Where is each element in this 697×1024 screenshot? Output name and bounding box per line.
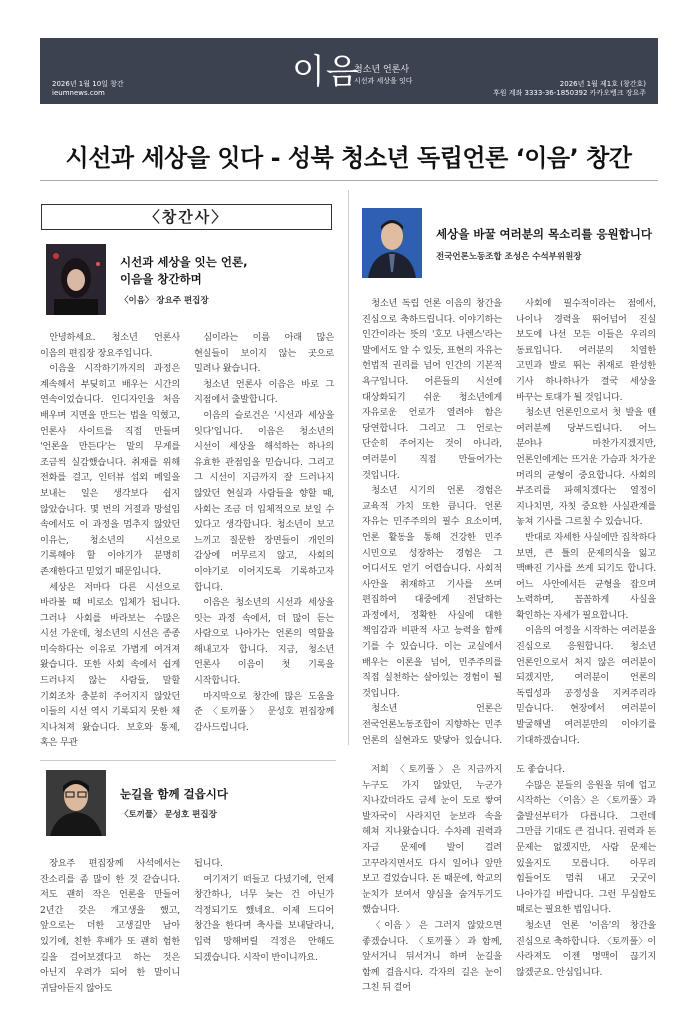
portrait-image [46,770,106,836]
logo-text: 이음 [292,52,360,92]
issue-number: 2026년 1월 제1호 (창간호) [559,80,646,88]
article2-title: 세상을 바꿀 여러분의 목소리를 응원합니다 [436,227,652,241]
article1-title [120,254,247,288]
paragraph: 이음을 시작하기까지의 과정은 계속해서 부딪히고 배우는 시간의 연속이었습니다. 인디자인을 처음 배우며 지면을 만드는 법을 익혔고, 언론사 사이트를 직접 만들며 '언론을 만든다'는 말의 무게를 조금씩 실감했습니다. 취재를 위해 전화를 걸고, 인터뷰 섭외 메일을 보내는 일은 생각보다 쉽지 않았습니다. 몇 번의 거절과 망설임 속에서도 이 과정을 멈추지 않았던 이유는, 청소년의 시선으로 기록해야 할 이야기가 분명히 존재한다고 믿었기 때문입니다. [40,363,180,577]
paragraph: 장요주 편집장께 사석에서는 잔소리를 좀 많이 한 것 같습니다. 저도 괜히 작은 언론을 만들어 2년간 갖은 개고생을 했고, 앞으로는 더한 고생길만 남아 있기에, 친한 후배가 또 괜히 험한 길을 걸어보겠다고 하는 것은 아닌지 우려가 되어 한 말이니 귀담아듣지 않아도 [40,858,180,994]
paragraph: 〈이음〉은 그러지 않았으면 좋겠습니다. 〈토끼풀〉과 함께, 앞서거니 뒤서거니 하며 눈길을 함께 걸읍시다. 각자의 길은 눈이 그친 뒤 걸어 [362,919,502,994]
masthead-right-info [493,80,646,98]
article2-author: 전국언론노동조합 조성은 수석부위원장 [436,252,582,262]
paragraph: 마지막으로 창간에 많은 도움을 준 〈토끼풀〉 문성호 편집장께 감사드립니다. [194,690,334,733]
article3-column2 [194,856,334,1016]
article1-title-line2: 이음을 창간하며 [120,272,202,286]
paragraph: 사회에 필수적이라는 점에서, 나이나 경력을 뛰어넘어 진실 보도에 나선 모든 이들은 우리의 동료입니다. 여러분의 치열한 고민과 발로 뛰는 취재로 완성한 기사 하나하나가 결국 세상을 바꾸는 토대가 될 것입니다. [516,298,656,403]
author-photo-cho [362,208,422,278]
article1-author: 〈이음〉 장요주 편집장 [120,296,209,306]
masthead [40,38,658,104]
paragraph: 청소년 언론사 이음은 바로 그 지점에서 출발합니다. [194,378,334,406]
article1-title-line1: 시선과 세상을 잇는 언론, [120,255,248,269]
section-label: 〈창간사〉 [41,204,332,230]
paragraph: 이음의 슬로건은 '시선과 세상을 잇다'입니다. 이음은 청소년의 시선이 세상을 해석하는 하나의 유효한 관점임을 믿습니다. 그리고 그 시선이 지금까지 잘 드러나지 않았던 현실과 사람들을 향할 때, 사회는 조금 더 입체적으로 보일 수 있다고 생각합니다. 청소년이 보고 느끼고 질문한 장면들이 개인의 감상에 머무르지 않고, 사회의 이야기로 이어지도록 기록하고자 합니다. [194,409,334,593]
author-photo-moon [46,770,106,836]
divider [40,180,658,181]
paragraph: 수많은 분들의 응원을 뒤에 업고 시작하는 〈이음〉은 〈토끼풀〉과 출발선부터가 다릅니다. 그런데 그만큼 기대도 큰 겁니다. 권력과 돈 문제는 없겠지만, 사람 문제는 있을지도 모릅니다. 아무리 힘들어도 멈춰 내고 굿굿이 나아가길 바랍니다. 그런 무심함도 때로는 필요한 법입니다. [516,779,656,916]
article1-column1 [40,330,180,750]
paragraph: 청소년 독립 언론 이음의 창간을 진심으로 축하드립니다. 이야기하는 인간이라는 뜻의 '호모 나렌스'라는 말에서도 알 수 있듯, 표현의 자유는 헌법적 권리를 넘어 인간의 기본적 욕구입니다. 어른들의 시선에 대상화되기 쉬운 청소년에게 자유로운 언로가 열려야 함은 당연합니다. 그리고 그 언로는 단순히 주어지는 것이 아니라, 여러분이 직접 만들어가는 것입니다. [362,298,502,481]
paragraph: 안녕하세요. 청소년 언론사 이음의 편집장 장요주입니다. [40,332,180,359]
paragraph: 반대로 자세한 사실에만 집착하다 보면, 큰 틀의 문제의식을 잃고 맥빠진 기사를 쓰게 되기도 합니다. 어느 사안에서든 균형을 잡으며 노력하며, 꼼꼼하게 사실을 확인하는 자세가 필요합니다. [516,531,656,621]
paragraph: 됩니다. [194,858,223,869]
author-photo-jang [46,244,106,315]
logo[interactable] [292,46,442,96]
article3-column3 [362,762,502,1016]
article3-column1 [40,856,180,1016]
logo-tagline: 시선과 세상을 잇다 [354,77,413,85]
paragraph: 청소년 언론 '이음'의 창간을 진심으로 축하합니다. 〈토끼풀〉이 사라져도 이젠 명맥이 끊기지 않겠군요. 안심입니다. [516,919,656,978]
article3-column4 [516,762,656,1016]
article3-author: 〈토끼풀〉 문성호 편집장 [120,810,217,820]
donation-account: 후원 계좌 3333-36-1850392 카카오뱅크 장요주 [493,89,646,97]
paragraph: 청소년 시기의 언론 경험은 교육적 가치 또한 큽니다. 언론 자유는 민주주의의 필수 요소이며, 언론 활동을 통해 건강한 민주 시민으로 성장하는 경험은 그 어디서도 얻기 어렵습니다. 사회적 사안을 취재하고 기사를 쓰며 편집하여 대중에게 전달하는 과정에서, 정확한 사실에 대한 책임감과 비판적 사고 능력을 함께 기를 수 있습니다. 이는 교실에서 배우는 이론을 넘어, 민주주의를 직접 실천하는 살아있는 경험이 될 것입니다. [362,485,502,699]
paragraph: 도 좋습니다. [516,764,565,775]
divider [40,760,336,761]
website-link[interactable]: ieumnews.com [52,89,105,97]
masthead-left-info [52,80,124,98]
page-headline: 시선과 세상을 잇다 - 성북 청소년 독립언론 ‘이음’ 창간 [65,144,632,172]
article3-title: 눈길을 함께 걸읍시다 [120,787,228,801]
portrait-image [362,208,422,278]
paragraph: 심이라는 이름 아래 많은 현실들이 보이지 않는 곳으로 밀려나 왔습니다. [194,332,334,375]
article1-column2 [194,330,334,750]
article2-column2 [516,296,656,750]
paragraph: 청소년 언론은 전국언론노동조합이 지향하는 민주 언론의 실현과도 맞닿아 있습니다. [362,703,502,746]
paragraph: 이음은 청소년의 시선과 세상을 잇는 과정 속에서, 더 많이 듣는 사람으로 나아가는 언론의 역할을 해내고자 합니다. 지금, 청소년 언론사 이음이 첫 기록을 시작합니다. [194,597,334,687]
article2-column1 [362,296,502,750]
paragraph: 이음의 여정을 시작하는 여러분을 진심으로 응원합니다. 청소년 언론인으로서 처지 않은 여러분이 되겠지만, 여러분이 언론의 독립성과 공정성을 지켜주리라 믿습니다. 현장에서 여러분이 발굴해낼 여러분만의 이야기를 기대하겠습니다. [516,625,656,746]
portrait-image [46,244,106,315]
paragraph: 세상은 저마다 다른 시선으로 바라볼 때 비로소 입체가 됩니다. 그러나 사회를 바라보는 수많은 시선 가운데, 청소년의 시선은 종종 미숙하다는 이유로 가볍게 여겨져 왔습니다. 또한 사회 속에서 쉽게 드러나지 않는 사람들, 말할 기회조차 충분히 주어지지 않았던 이들의 시선 역시 기록되지 못한 채 지나쳐져 왔습니다. 보호와 통제, 혹은 무관 [40,581,180,749]
paragraph: 저희 〈토끼풀〉은 지금까지 누구도 가지 않았던, 누군가 지나갔더라도 금세 눈이 도로 쌓여 발자국이 사라지던 눈보라 속을 헤쳐 지나왔습니다. 수차례 권력과 자금 문제에 발이 걸려 고꾸라지면서도 다시 일어나 앞만 보고 걸었습니다. 돈 때문에, 학교의 눈치가 보여서 양심을 숨겨두기도 했습니다. [362,764,502,916]
logo-subtitle: 청소년 언론사 [354,65,410,75]
founding-date: 2026년 1월 10일 창간 [52,80,124,88]
column-divider [348,190,349,745]
paragraph: 여기저기 떠들고 다녔기에, 언제 창간하나, 너무 늦는 건 아닌가 걱정되기도 했네요. 이제 드디어 창간을 한다며 축사를 보내달라니, 입력 망해버릴 걱정은 안해도 되겠습니다. 시작이 반이니까요. [194,873,334,963]
paragraph: 청소년 언론인으로서 첫 발을 뗀 여러분께 당부드립니다. 어느 분야나 마찬가지겠지만, 언론인에게는 뜨거운 가슴과 차가운 머리의 균형이 중요합니다. 사회의 부조리를 파헤치겠다는 열정이 지나치면, 자칫 중요한 사실관계를 놓쳐 기사를 그르칠 수 있습니다. [516,407,656,528]
